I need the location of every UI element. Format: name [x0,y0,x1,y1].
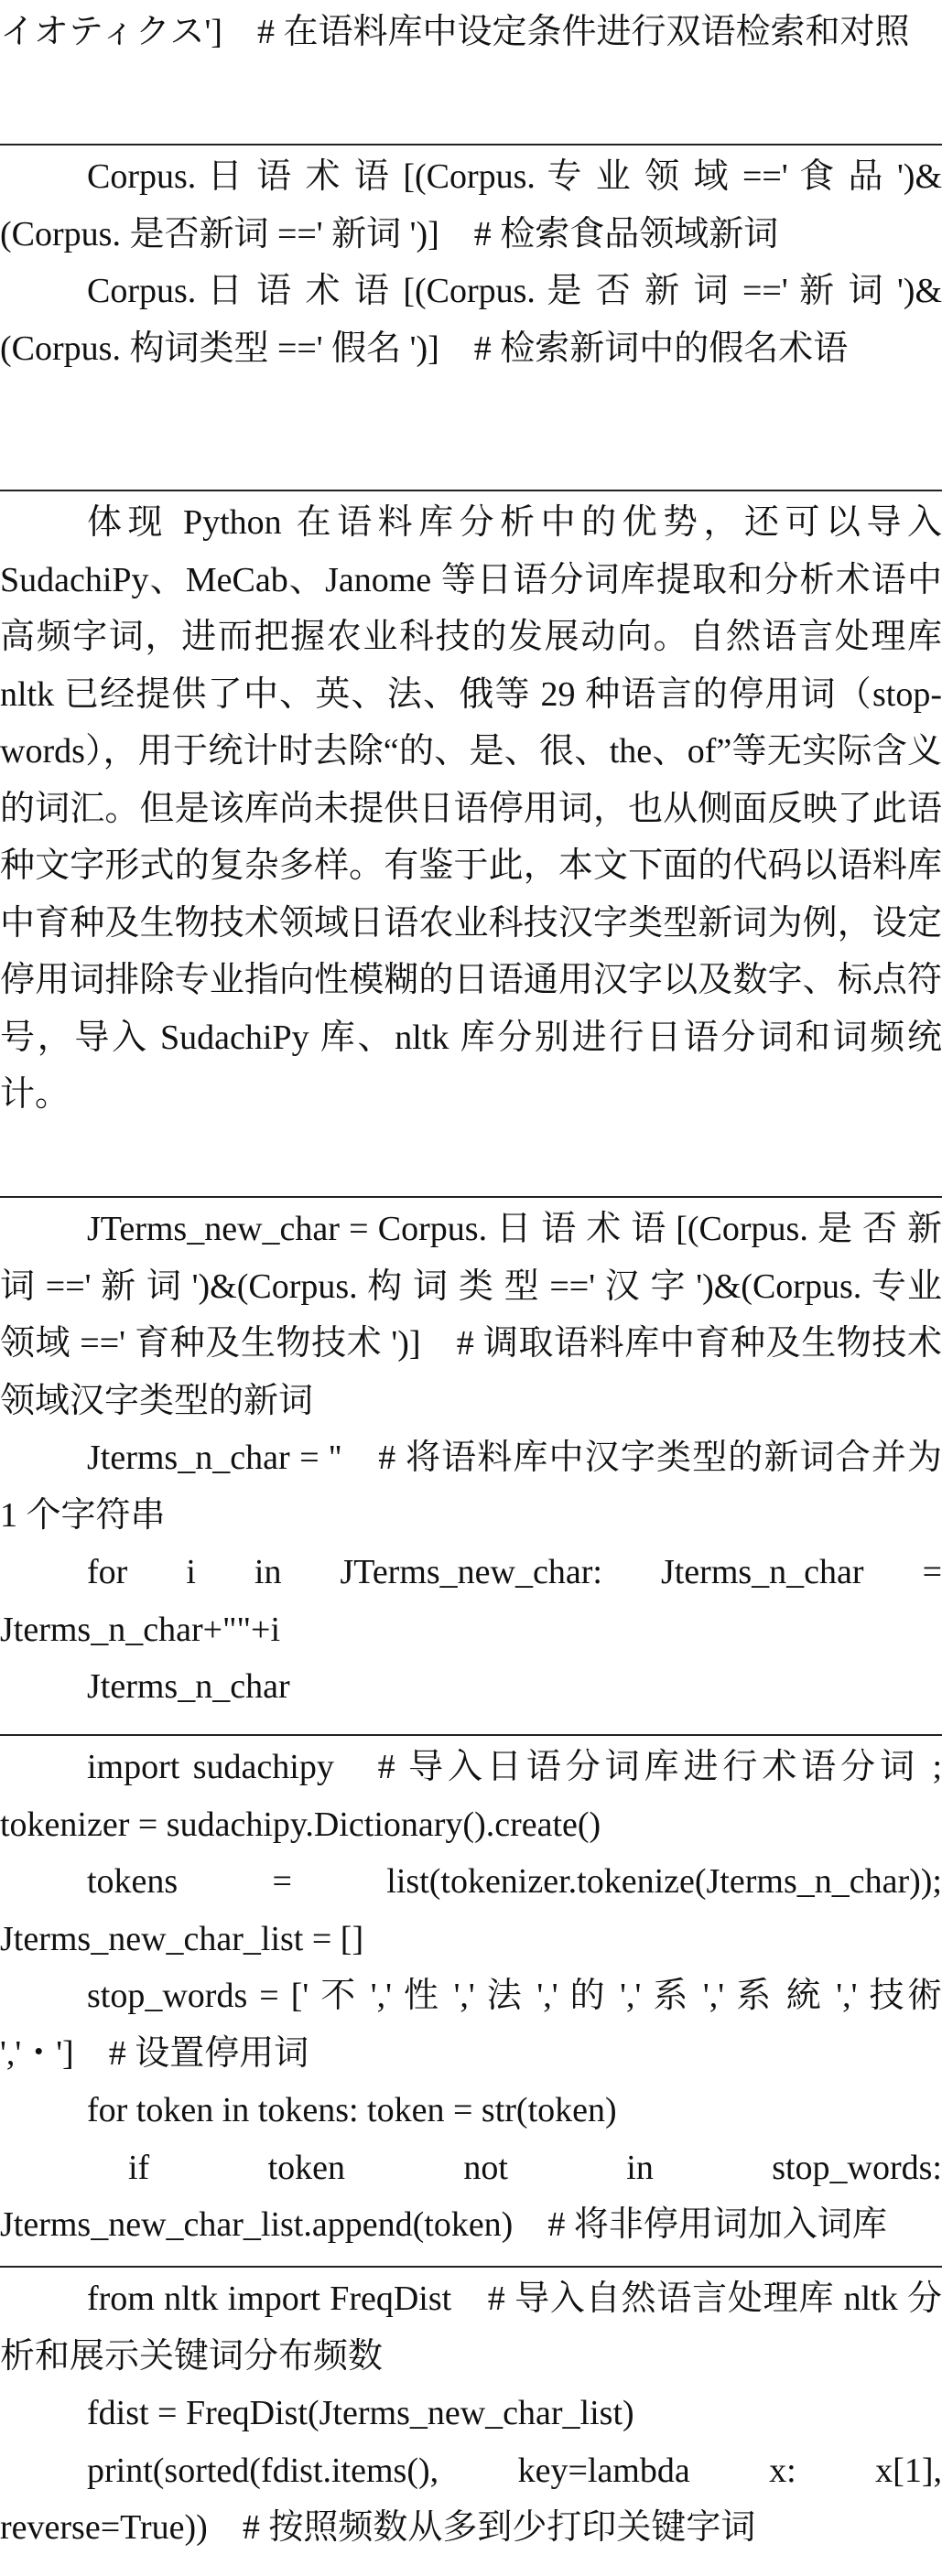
code-line: if token not in stop_words: Jterms_new_char_list.append(token) # 将非停用词加入词库 [0,2148,942,2244]
divider-rule [0,490,942,491]
code-line: import sudachipy # 导入日语分词库进行术语分词 ; tokenizer = sudachipy.Dictionary().create() [0,1748,942,1844]
code-line: Corpus. 日 语 术 语 [(Corpus. 是 否 新 词 ==' 新 词 ')&(Corpus. 构词类型 ==' 假名 ')] # 检索新词中的假名术语 [0,272,942,368]
code-line: print(sorted(fdist.items(), key=lambda x: x[1], reverse=True)) # 按照频数从多到少打印关键字词 [0,2451,942,2547]
divider-rule [0,1196,942,1198]
code-line: fdist = FreqDist(Jterms_new_char_list) [87,2394,634,2432]
code-block-3 [0,1739,942,2254]
code-line: from nltk import FreqDist # 导入自然语言处理库 nltk 分析和展示关键词分布频数 [0,2280,942,2376]
divider-rule [0,1734,942,1736]
code-line: for token in tokens: token = str(token) [87,2091,617,2129]
code-line: tokens = list(tokenizer.tokenize(Jterms_n_char)); Jterms_new_char_list = [] [0,1862,942,1958]
code-line: Jterms_n_char [87,1667,290,1706]
code-block-4 [0,2270,942,2557]
code-line: stop_words = [' 不 ',' 性 ',' 法 ',' 的 ',' 系 ',' 系 統 ',' 技術 ','・'] # 设置停用词 [0,1977,942,2073]
code-block-2 [0,1201,942,1716]
divider-rule [0,2266,942,2268]
code-line: Jterms_n_char = '' # 将语料库中汉字类型的新词合并为 1 个字符串 [0,1439,942,1535]
code-block-1 [0,148,942,377]
paragraph: イオティクス'] # 在语料库中设定条件进行双语检索和对照 [0,13,910,51]
divider-rule [0,144,942,146]
body-paragraph: 体现 Python 在语料库分析中的优势，还可以导入 SudachiPy、MeCab、Janome 等日语分词库提取和分析术语中高频字词，进而把握农业科技的发展动向。自然语言处理库 nltk 已经提供了中、英、法、俄等 29 种语言的停用词（stop-words），用于统计时去除“的、是、很、the、of”等无实际含义的词汇。但是该库尚未提供日语停用词，也从侧面反映了此语种文字形式的复杂多样。有鉴于此，本文下面的代码以语料库中育种及生物技术领域日语农业科技汉字类型新词为例，设定停用词排除专业指向性模糊的日语通用汉字以及数字、标点符号，导入 SudachiPy 库、nltk 库分别进行日语分词和词频统计。 [0,503,942,1114]
code-line: JTerms_new_char = Corpus. 日 语 术 语 [(Corpus. 是 否 新 词 ==' 新 词 ')&(Corpus. 构 词 类 型 ==' 汉 字 ')&(Corpus. 专业领域 ==' 育种及生物技术 ')] # 调取语料库中育种及生物技术领域汉字类型的新词 [0,1210,942,1420]
code-line: for i in JTerms_new_char: Jterms_n_char = Jterms_n_char+""+i [0,1553,942,1649]
body-paragraph-block [0,494,942,1124]
text-block-1 [0,4,942,61]
code-line: Corpus. 日 语 术 语 [(Corpus. 专 业 领 域 ==' 食 品 ')&(Corpus. 是否新词 ==' 新词 ')] # 检索食品领域新词 [0,157,942,253]
